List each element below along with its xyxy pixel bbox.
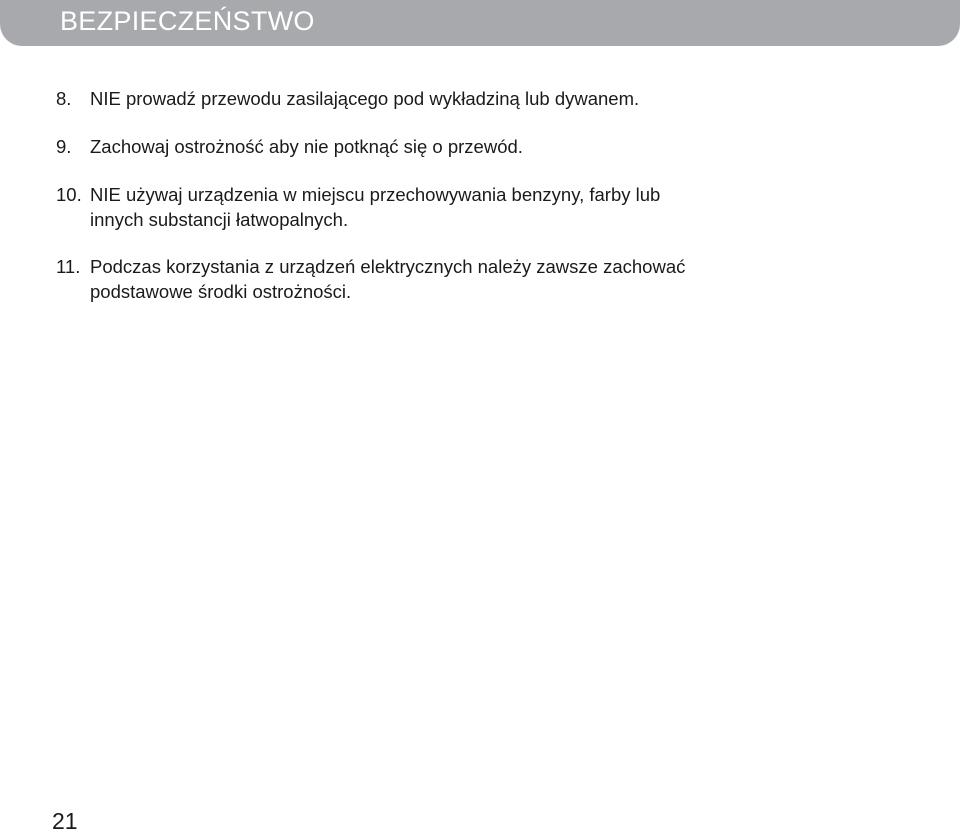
section-header-bar [0, 0, 960, 46]
item-number: 10. [56, 184, 82, 205]
item-text-line: Zachowaj ostrożność aby nie potknąć się o przewód. [90, 136, 523, 157]
section-title: BEZPIECZEŃSTWO [60, 6, 315, 36]
item-text-line: NIE używaj urządzenia w miejscu przechowywania benzyny, farby lub [90, 184, 661, 205]
item-text [90, 134, 750, 159]
item-number: 11. [56, 256, 81, 277]
item-text-line: NIE prowadź przewodu zasilającego pod wykładziną lub dywanem. [90, 88, 640, 109]
item-text [90, 254, 750, 304]
item-text [90, 86, 750, 111]
item-text [90, 182, 750, 232]
page-number: 21 [52, 808, 78, 834]
item-text-line: Podczas korzystania z urządzeń elektrycznych należy zawsze zachować [90, 256, 686, 277]
item-text-line: innych substancji łatwopalnych. [90, 209, 349, 230]
item-number: 9. [56, 136, 72, 157]
item-text-line: podstawowe środki ostrożności. [90, 281, 352, 302]
item-number: 8. [56, 88, 72, 109]
